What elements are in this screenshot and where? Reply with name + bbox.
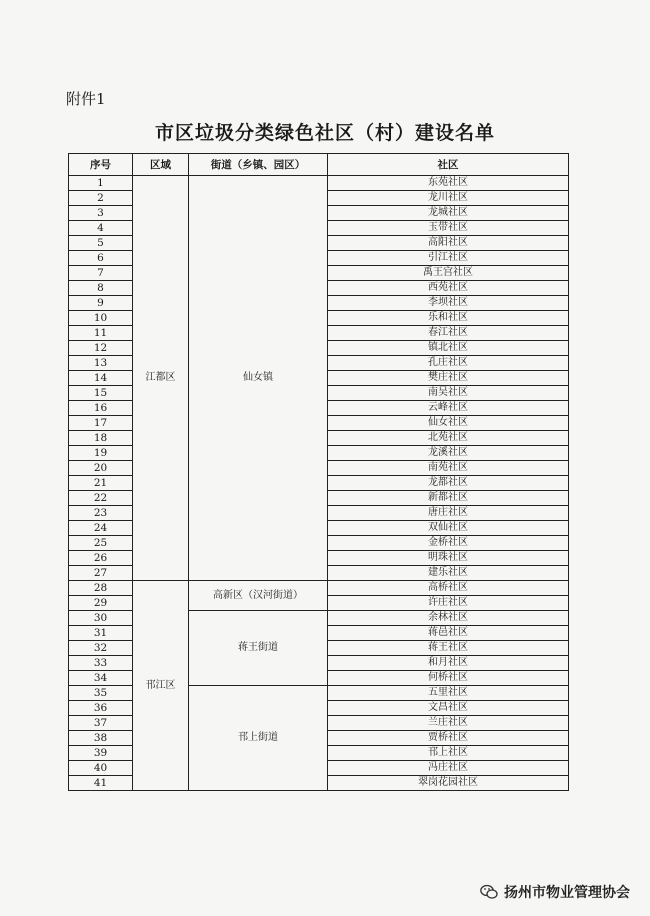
district-cell: 邗江区 xyxy=(133,581,189,791)
community-cell: 余林社区 xyxy=(328,611,569,626)
community-cell: 新都社区 xyxy=(328,491,569,506)
watermark-text: 扬州市物业管理协会 xyxy=(504,885,630,901)
row-index: 18 xyxy=(69,431,133,446)
community-cell: 建乐社区 xyxy=(328,566,569,581)
row-index: 6 xyxy=(69,251,133,266)
row-index: 34 xyxy=(69,671,133,686)
watermark xyxy=(480,882,630,902)
community-cell: 引江社区 xyxy=(328,251,569,266)
community-cell: 北苑社区 xyxy=(328,431,569,446)
community-cell: 玉带社区 xyxy=(328,221,569,236)
community-cell: 高阳社区 xyxy=(328,236,569,251)
row-index: 10 xyxy=(69,311,133,326)
row-index: 19 xyxy=(69,446,133,461)
row-index: 41 xyxy=(69,776,133,791)
community-cell: 兰庄社区 xyxy=(328,716,569,731)
community-cell: 东苑社区 xyxy=(328,176,569,191)
row-index: 17 xyxy=(69,416,133,431)
row-index: 39 xyxy=(69,746,133,761)
community-cell: 龙溪社区 xyxy=(328,446,569,461)
community-cell: 蒋王社区 xyxy=(328,641,569,656)
row-index: 27 xyxy=(69,566,133,581)
annex-label: 附件1 xyxy=(66,90,106,108)
community-cell: 文昌社区 xyxy=(328,701,569,716)
row-index: 1 xyxy=(69,176,133,191)
table-row xyxy=(69,176,569,191)
community-cell: 何桥社区 xyxy=(328,671,569,686)
community-cell: 孔庄社区 xyxy=(328,356,569,371)
document-title: 市区垃圾分类绿色社区（村）建设名单 xyxy=(154,122,495,144)
community-cell: 西苑社区 xyxy=(328,281,569,296)
community-cell: 唐庄社区 xyxy=(328,506,569,521)
community-cell: 邗上社区 xyxy=(328,746,569,761)
row-index: 26 xyxy=(69,551,133,566)
community-cell: 龙川社区 xyxy=(328,191,569,206)
row-index: 8 xyxy=(69,281,133,296)
row-index: 14 xyxy=(69,371,133,386)
community-cell: 五里社区 xyxy=(328,686,569,701)
community-cell: 南苑社区 xyxy=(328,461,569,476)
row-index: 31 xyxy=(69,626,133,641)
row-index: 7 xyxy=(69,266,133,281)
community-cell: 南吴社区 xyxy=(328,386,569,401)
row-index: 37 xyxy=(69,716,133,731)
community-cell: 樊庄社区 xyxy=(328,371,569,386)
street-cell: 仙女镇 xyxy=(189,176,328,581)
street-cell: 高新区（汉河街道） xyxy=(189,581,328,611)
row-index: 35 xyxy=(69,686,133,701)
row-index: 28 xyxy=(69,581,133,596)
row-index: 13 xyxy=(69,356,133,371)
community-cell: 贾桥社区 xyxy=(328,731,569,746)
community-cell: 云峰社区 xyxy=(328,401,569,416)
community-cell: 仙女社区 xyxy=(328,416,569,431)
community-cell: 明珠社区 xyxy=(328,551,569,566)
row-index: 21 xyxy=(69,476,133,491)
row-index: 11 xyxy=(69,326,133,341)
row-index: 3 xyxy=(69,206,133,221)
community-cell: 禹王宫社区 xyxy=(328,266,569,281)
community-cell: 镇北社区 xyxy=(328,341,569,356)
community-cell: 高桥社区 xyxy=(328,581,569,596)
district-cell: 江都区 xyxy=(133,176,189,581)
row-index: 24 xyxy=(69,521,133,536)
community-cell: 冯庄社区 xyxy=(328,761,569,776)
community-cell: 翠岗花园社区 xyxy=(328,776,569,791)
community-cell: 春江社区 xyxy=(328,326,569,341)
community-cell: 李坝社区 xyxy=(328,296,569,311)
row-index: 40 xyxy=(69,761,133,776)
community-cell: 许庄社区 xyxy=(328,596,569,611)
community-cell: 乐和社区 xyxy=(328,311,569,326)
header-community: 社区 xyxy=(328,154,569,176)
street-cell: 邗上街道 xyxy=(189,686,328,791)
community-cell: 金桥社区 xyxy=(328,536,569,551)
header-street: 街道（乡镇、园区） xyxy=(189,154,328,176)
header-index: 序号 xyxy=(69,154,133,176)
row-index: 22 xyxy=(69,491,133,506)
row-index: 16 xyxy=(69,401,133,416)
row-index: 32 xyxy=(69,641,133,656)
row-index: 9 xyxy=(69,296,133,311)
row-index: 25 xyxy=(69,536,133,551)
table-header-row xyxy=(69,154,569,176)
row-index: 33 xyxy=(69,656,133,671)
community-cell: 双仙社区 xyxy=(328,521,569,536)
community-list-table xyxy=(68,153,569,791)
row-index: 5 xyxy=(69,236,133,251)
street-cell: 蒋王街道 xyxy=(189,611,328,686)
community-cell: 龙都社区 xyxy=(328,476,569,491)
row-index: 4 xyxy=(69,221,133,236)
row-index: 2 xyxy=(69,191,133,206)
wechat-icon xyxy=(480,884,498,900)
row-index: 30 xyxy=(69,611,133,626)
row-index: 23 xyxy=(69,506,133,521)
header-district: 区域 xyxy=(133,154,189,176)
row-index: 20 xyxy=(69,461,133,476)
row-index: 15 xyxy=(69,386,133,401)
row-index: 29 xyxy=(69,596,133,611)
row-index: 38 xyxy=(69,731,133,746)
community-cell: 蒋邑社区 xyxy=(328,626,569,641)
table-row xyxy=(69,581,569,596)
community-cell: 龙城社区 xyxy=(328,206,569,221)
community-cell: 和月社区 xyxy=(328,656,569,671)
row-index: 12 xyxy=(69,341,133,356)
row-index: 36 xyxy=(69,701,133,716)
